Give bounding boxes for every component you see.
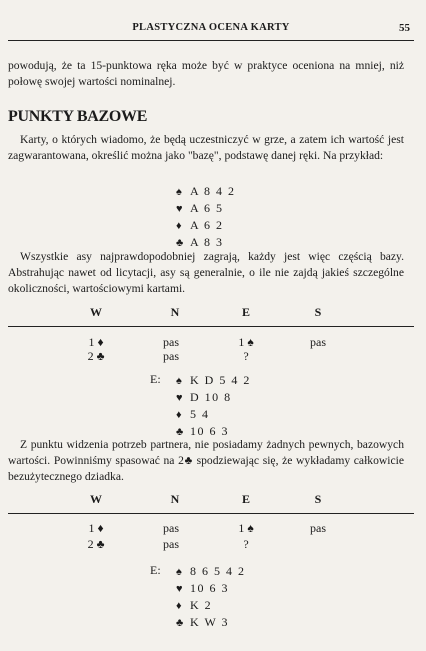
hand-suit-row [176,372,251,389]
card-holding: 8 6 5 4 2 [190,564,246,578]
diamond-icon: ♦ [176,220,182,232]
example-hand [176,183,236,251]
bidding-row [0,349,426,365]
card-holding: 5 4 [190,407,210,421]
bidding-row [0,537,426,553]
hand-label: E: [150,372,161,386]
seat-south: S [314,305,322,319]
heart-icon: ♥ [176,392,183,404]
bid-cell: pas [310,335,326,349]
heart-icon: ♥ [176,203,183,215]
card-holding: A 6 2 [190,218,224,232]
paragraph-3: Z punktu widzenia potrzeb partnera, nie posiadamy żadnych pewnych, bazowych wartości. Powinniśmy spasować na 2♣ spodziewając się, że wykładamy całkowicie bezużytecznego dziadka. [8,438,404,483]
bidding-divider [8,326,414,327]
card-holding: A 8 4 2 [190,184,236,198]
card-holding: A 6 5 [190,201,224,215]
heart-icon: ♥ [176,583,183,595]
hand-suit-row [176,389,251,406]
hand-label: E: [150,563,161,577]
card-holding: 10 6 3 [190,581,229,595]
seat-north: N [170,492,180,506]
seat-west: W [90,492,102,506]
bidding-divider [8,513,414,514]
card-holding: K D 5 4 2 [190,373,251,387]
bid-cell: 2 ♣ [87,349,105,363]
seat-north: N [170,305,180,319]
seat-east: E [241,305,250,319]
hand-suit-row [176,406,251,423]
hand-suit-row [176,597,246,614]
paragraph-1: Karty, o których wiadomo, że będą uczestniczyć w grze, a zatem ich wartość jest zagwarantowana, określić można jako "bazę", podstawę danej ręki. Na przykład: [8,133,404,162]
bid-cell: ? [243,537,249,551]
seat-south: S [314,492,322,506]
bid-cell: 2 ♣ [87,537,105,551]
card-holding: A 8 3 [190,235,224,249]
spade-icon: ♠ [176,566,182,578]
bid-cell: 1 ♠ [238,521,254,535]
spade-icon: ♠ [176,375,182,387]
bid-cell: 1 ♠ [238,335,254,349]
bid-cell: pas [163,335,179,349]
hand-suit-row [176,614,246,631]
bidding-headers [0,305,426,321]
bidding-headers [0,492,426,508]
club-icon: ♣ [176,617,184,629]
diamond-icon: ♦ [176,409,182,421]
seat-west: W [90,305,102,319]
bid-cell: 1 ♦ [88,521,104,535]
hand-suit-row [176,200,236,217]
hand-suit-row [176,580,246,597]
running-title: PLASTYCZNA OCENA KARTY [132,22,290,33]
card-holding: K 2 [190,598,213,612]
bid-cell: 1 ♦ [88,335,104,349]
intro-paragraph: powodują, że ta 15-punktowa ręka może być w praktyce oceniona na mniej, niż połowę swojej wartości nominalnej. [8,59,404,88]
diamond-icon: ♦ [176,600,182,612]
hand-suit-row [176,183,236,200]
club-icon: ♣ [176,237,184,249]
club-icon: ♣ [176,426,184,438]
bid-cell: pas [163,537,179,551]
paragraph-2: Wszystkie asy najprawdopodobniej zagrają, każdy jest więc częścią bazy. Abstrahując nawet od licytacji, asy są generalnie, o ile nie zajdą jakieś szczególne okoliczności, wartościowymi kartami. [8,250,404,295]
east-hand [176,563,246,631]
east-hand [176,372,251,440]
bid-cell: ? [243,349,249,363]
spade-icon: ♠ [176,186,182,198]
hand-suit-row [176,563,246,580]
bidding-row [0,521,426,537]
page-number: 55 [399,22,410,34]
card-holding: D 10 8 [190,390,232,404]
bid-cell: pas [163,521,179,535]
section-heading: PUNKTY BAZOWE [8,108,148,125]
page-header [8,22,414,41]
hand-suit-row [176,217,236,234]
seat-east: E [241,492,250,506]
card-holding: K W 3 [190,615,230,629]
card-holding: 10 6 3 [190,424,229,438]
bid-cell: pas [310,521,326,535]
bid-cell: pas [163,349,179,363]
